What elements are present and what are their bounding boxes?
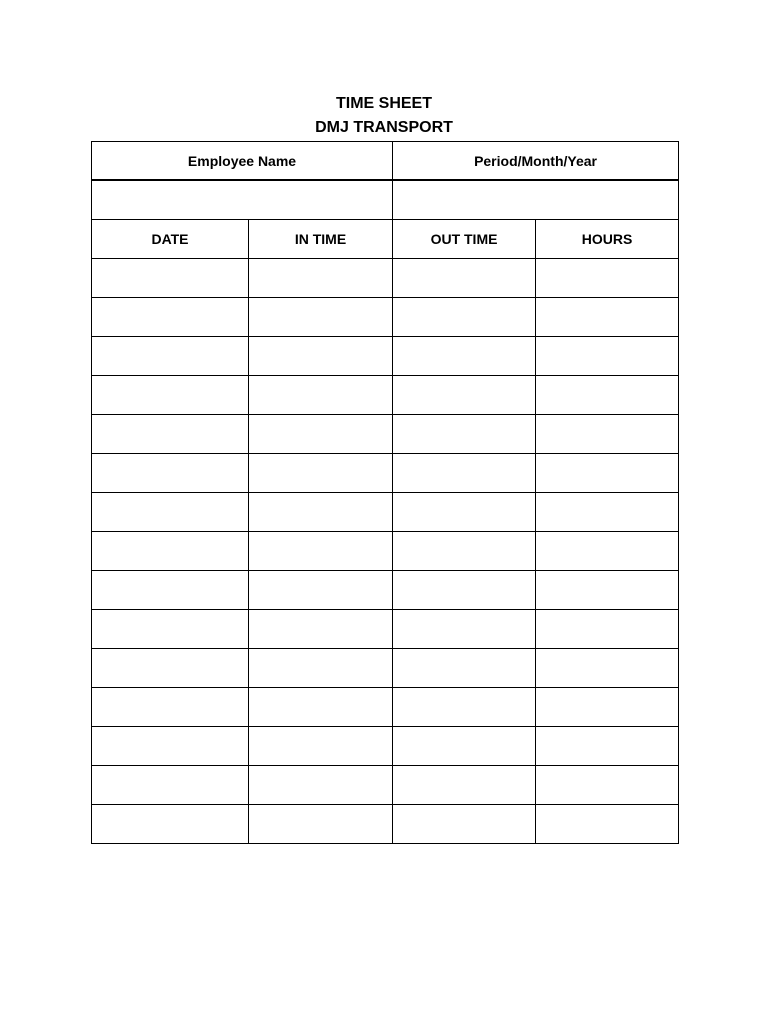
table-row [92,610,679,649]
date-cell[interactable] [92,259,249,298]
hours-cell[interactable] [536,337,679,376]
header-row [92,142,679,181]
out-time-cell[interactable] [393,532,536,571]
in-time-cell[interactable] [249,259,393,298]
hours-cell[interactable] [536,415,679,454]
column-header-out-time: OUT TIME [393,220,536,259]
date-cell[interactable] [92,337,249,376]
in-time-cell[interactable] [249,766,393,805]
out-time-cell[interactable] [393,766,536,805]
table-row [92,727,679,766]
out-time-cell[interactable] [393,610,536,649]
out-time-cell[interactable] [393,259,536,298]
table-row [92,649,679,688]
title-block [0,92,768,140]
date-cell[interactable] [92,610,249,649]
date-cell[interactable] [92,805,249,844]
in-time-cell[interactable] [249,649,393,688]
hours-cell[interactable] [536,532,679,571]
in-time-cell[interactable] [249,415,393,454]
date-cell[interactable] [92,649,249,688]
out-time-cell[interactable] [393,454,536,493]
date-cell[interactable] [92,766,249,805]
hours-cell[interactable] [536,493,679,532]
in-time-cell[interactable] [249,454,393,493]
out-time-cell[interactable] [393,727,536,766]
table-row [92,571,679,610]
table-row [92,298,679,337]
out-time-cell[interactable] [393,298,536,337]
in-time-cell[interactable] [249,298,393,337]
out-time-cell[interactable] [393,649,536,688]
date-cell[interactable] [92,688,249,727]
column-header-in-time: IN TIME [249,220,393,259]
date-cell[interactable] [92,415,249,454]
table-row [92,766,679,805]
hours-cell[interactable] [536,571,679,610]
out-time-cell[interactable] [393,493,536,532]
in-time-cell[interactable] [249,571,393,610]
date-cell[interactable] [92,298,249,337]
in-time-cell[interactable] [249,337,393,376]
hours-cell[interactable] [536,805,679,844]
table-row [92,493,679,532]
hours-cell[interactable] [536,259,679,298]
table-row [92,688,679,727]
hours-cell[interactable] [536,454,679,493]
in-time-cell[interactable] [249,493,393,532]
date-cell[interactable] [92,493,249,532]
in-time-cell[interactable] [249,376,393,415]
out-time-cell[interactable] [393,805,536,844]
hours-cell[interactable] [536,688,679,727]
in-time-cell[interactable] [249,610,393,649]
hours-cell[interactable] [536,610,679,649]
time-entries [92,259,679,844]
date-cell[interactable] [92,571,249,610]
date-cell[interactable] [92,454,249,493]
out-time-cell[interactable] [393,571,536,610]
hours-cell[interactable] [536,727,679,766]
table-row [92,532,679,571]
employee-name-field[interactable] [92,180,393,220]
period-field[interactable] [393,180,679,220]
date-cell[interactable] [92,376,249,415]
table-row [92,805,679,844]
out-time-cell[interactable] [393,376,536,415]
hours-cell[interactable] [536,649,679,688]
date-cell[interactable] [92,727,249,766]
out-time-cell[interactable] [393,337,536,376]
table-row [92,454,679,493]
column-header-row [92,220,679,259]
table-row [92,337,679,376]
in-time-cell[interactable] [249,727,393,766]
table-row [92,415,679,454]
table-row [92,376,679,415]
in-time-cell[interactable] [249,532,393,571]
document-title: TIME SHEET [335,95,432,112]
company-name: DMJ TRANSPORT [315,119,453,136]
hours-cell[interactable] [536,376,679,415]
column-header-hours: HOURS [536,220,679,259]
employee-name-label: Employee Name [92,142,393,181]
time-sheet-table [91,141,679,844]
out-time-cell[interactable] [393,688,536,727]
header-values-row [92,180,679,220]
date-cell[interactable] [92,532,249,571]
in-time-cell[interactable] [249,805,393,844]
hours-cell[interactable] [536,298,679,337]
hours-cell[interactable] [536,766,679,805]
out-time-cell[interactable] [393,415,536,454]
table-row [92,259,679,298]
period-label: Period/Month/Year [393,142,679,181]
in-time-cell[interactable] [249,688,393,727]
column-header-date: DATE [92,220,249,259]
